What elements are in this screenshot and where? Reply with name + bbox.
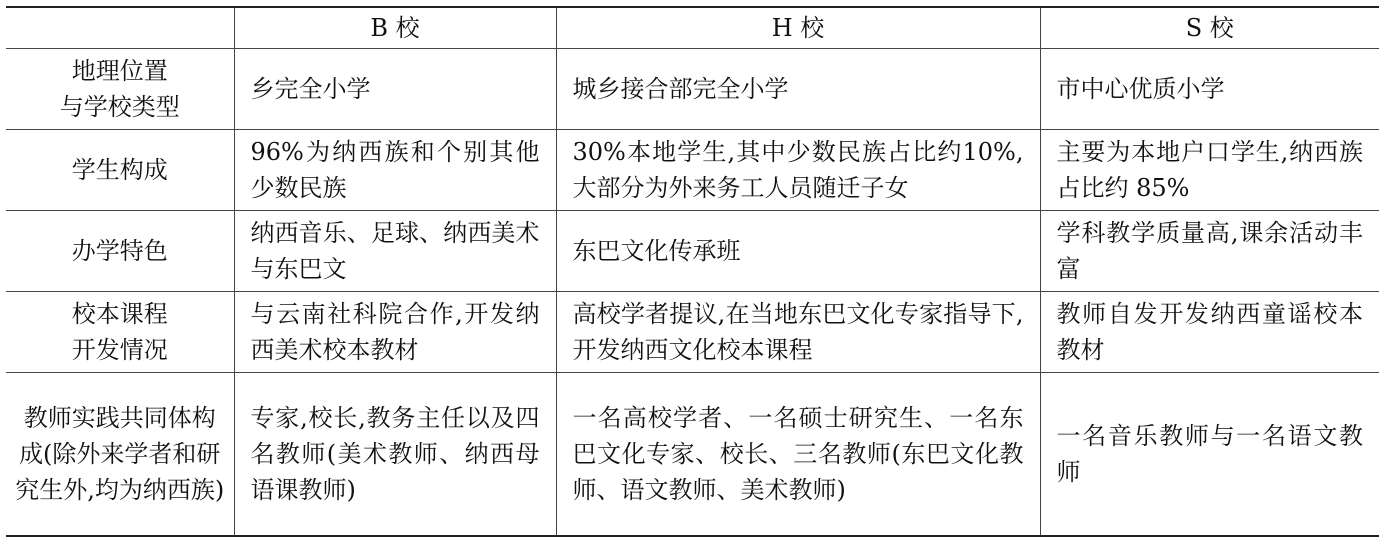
table-row	[6, 211, 1379, 292]
row-label-students: 学生构成	[6, 130, 234, 211]
table-row	[6, 130, 1379, 211]
header-school-s: S 校	[1040, 7, 1379, 49]
table-cell: 学科教学质量高,课余活动丰富	[1040, 211, 1379, 292]
table-cell: 高校学者提议,在当地东巴文化专家指导下,开发纳西文化校本课程	[556, 292, 1040, 373]
table-cell: 纳西音乐、足球、纳西美术与东巴文	[234, 211, 556, 292]
row-label-text: 地理位置 与学校类型	[59, 57, 180, 121]
table-cell: 乡完全小学	[234, 49, 556, 130]
row-label-community: 教师实践共同体构成(除外来学者和研究生外,均为纳西族)	[6, 373, 234, 537]
table-row	[6, 373, 1379, 537]
table-cell: 一名高校学者、一名硕士研究生、一名东巴文化专家、校长、三名教师(东巴文化教师、语文教师、美术教师)	[556, 373, 1040, 537]
table-cell: 96%为纳西族和个别其他少数民族	[234, 130, 556, 211]
header-corner	[6, 7, 234, 49]
table-cell: 市中心优质小学	[1040, 49, 1379, 130]
row-label-features: 办学特色	[6, 211, 234, 292]
table-cell: 教师自发开发纳西童谣校本教材	[1040, 292, 1379, 373]
header-school-b: B 校	[234, 7, 556, 49]
row-label-text: 校本课程 开发情况	[71, 300, 168, 364]
header-row	[6, 7, 1379, 49]
table-row	[6, 292, 1379, 373]
row-label-location	[6, 49, 234, 130]
table-row	[6, 49, 1379, 130]
school-comparison-table	[6, 6, 1379, 537]
table-cell: 主要为本地户口学生,纳西族占比约 85%	[1040, 130, 1379, 211]
comparison-table-container	[6, 6, 1379, 537]
table-cell: 30%本地学生,其中少数民族占比约10%,大部分为外来务工人员随迁子女	[556, 130, 1040, 211]
table-cell: 与云南社科院合作,开发纳西美术校本教材	[234, 292, 556, 373]
table-cell: 一名音乐教师与一名语文教师	[1040, 373, 1379, 537]
table-cell: 城乡接合部完全小学	[556, 49, 1040, 130]
table-cell: 专家,校长,教务主任以及四名教师(美术教师、纳西母语课教师)	[234, 373, 556, 537]
table-cell: 东巴文化传承班	[556, 211, 1040, 292]
row-label-curriculum	[6, 292, 234, 373]
header-school-h: H 校	[556, 7, 1040, 49]
